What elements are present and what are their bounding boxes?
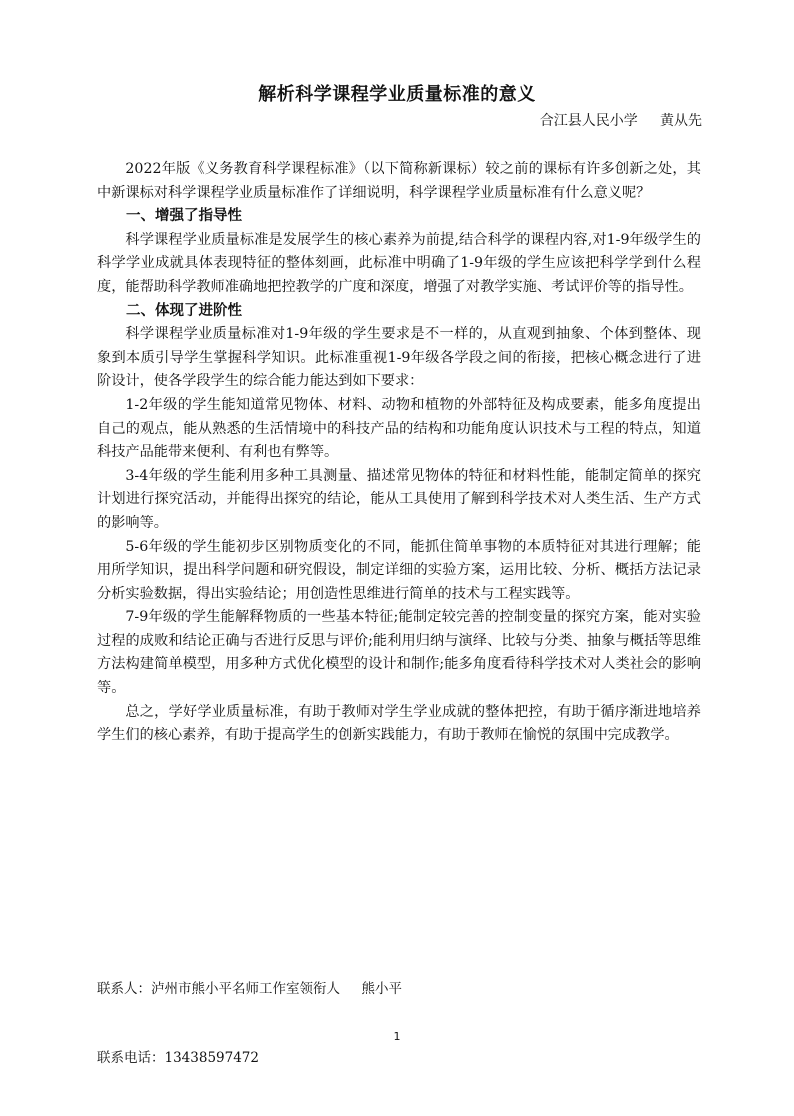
paragraph-grade-5-6: 5-6年级的学生能初步区别物质变化的不同，能抓住简单事物的本质特征对其进行理解；能用所学知识，提出科学问题和研究假设，制定详细的实验方案，运用比较、分析、概括方法记录分析实验数据，得出实验结论；用创造性思维进行简单的技术与工程实践等。 bbox=[97, 538, 701, 602]
page-number: 1 bbox=[393, 1030, 401, 1043]
section-heading-1: 一、增强了指导性 bbox=[126, 208, 242, 225]
paragraph-summary: 总之，学好学业质量标准，有助于教师对学生学业成就的整体把控，有助于循序渐进地培养学生们的核心素养，有助于提高学生的创新实践能力，有助于教师在愉悦的氛围中完成教学。 bbox=[97, 703, 701, 744]
paragraph-1: 科学课程学业质量标准是发展学生的核心素养为前提,结合科学的课程内容,对1-9年级学生的科学学业成就具体表现特征的整体刻画，此标准中明确了1-9年级的学生应该把科学学到什么程度，能帮助科学教师准确地把控教学的广度和深度，增强了对教学实施、考试评价等的指导性。 bbox=[97, 231, 701, 295]
paragraph-intro: 2022年版《义务教育科学课程标准》（以下简称新课标）较之前的课标有许多创新之处，其中新课标对科学课程学业质量标准作了详细说明，科学课程学业质量标准有什么意义呢？ bbox=[97, 161, 701, 201]
paragraph-grade-3-4: 3-4年级的学生能利用多种工具测量、描述常见物体的特征和材料性能，能制定简单的探究计划进行探究活动，并能得出探究的结论，能从工具使用了解到科学技术对人类生活、生产方式的影响等。 bbox=[97, 467, 701, 531]
contact-person: 联系人：泸州市熊小平名师工作室领衔人 熊小平 bbox=[97, 981, 402, 997]
contact-phone: 联系电话：13438597472 bbox=[97, 1050, 259, 1066]
section-heading-2: 二、体现了进阶性 bbox=[126, 302, 242, 319]
article-body bbox=[97, 158, 701, 748]
paragraph-2: 科学课程学业质量标准对1-9年级的学生要求是不一样的，从直观到抽象、个体到整体、现象到本质引导学生掌握科学知识。此标准重视1-9年级各学段之间的衔接，把核心概念进行了进阶设计，使各学段学生的综合能力能达到如下要求： bbox=[97, 326, 701, 390]
author-line: 合江县人民小学 黄从先 bbox=[539, 113, 702, 129]
contact-block bbox=[97, 932, 402, 1116]
page-title: 解析科学课程学业质量标准的意义 bbox=[258, 84, 536, 105]
paragraph-grade-1-2: 1-2年级的学生能知道常见物体、材料、动物和植物的外部特征及构成要素，能多角度提出自己的观点，能从熟悉的生活情境中的科技产品的结构和功能角度认识技术与工程的特点，知道科技产品能带来便利、有利也有弊等。 bbox=[97, 396, 701, 461]
paragraph-grade-7-9: 7-9年级的学生能解释物质的一些基本特征;能制定较完善的控制变量的探究方案，能对实验过程的成败和结论正确与否进行反思与评价;能利用归纳与演绎、比较与分类、抽象与概括等思维方法构建简单模型，用多种方式优化模型的设计和制作;能多角度看待科学技术对人类社会的影响等。 bbox=[97, 609, 701, 697]
